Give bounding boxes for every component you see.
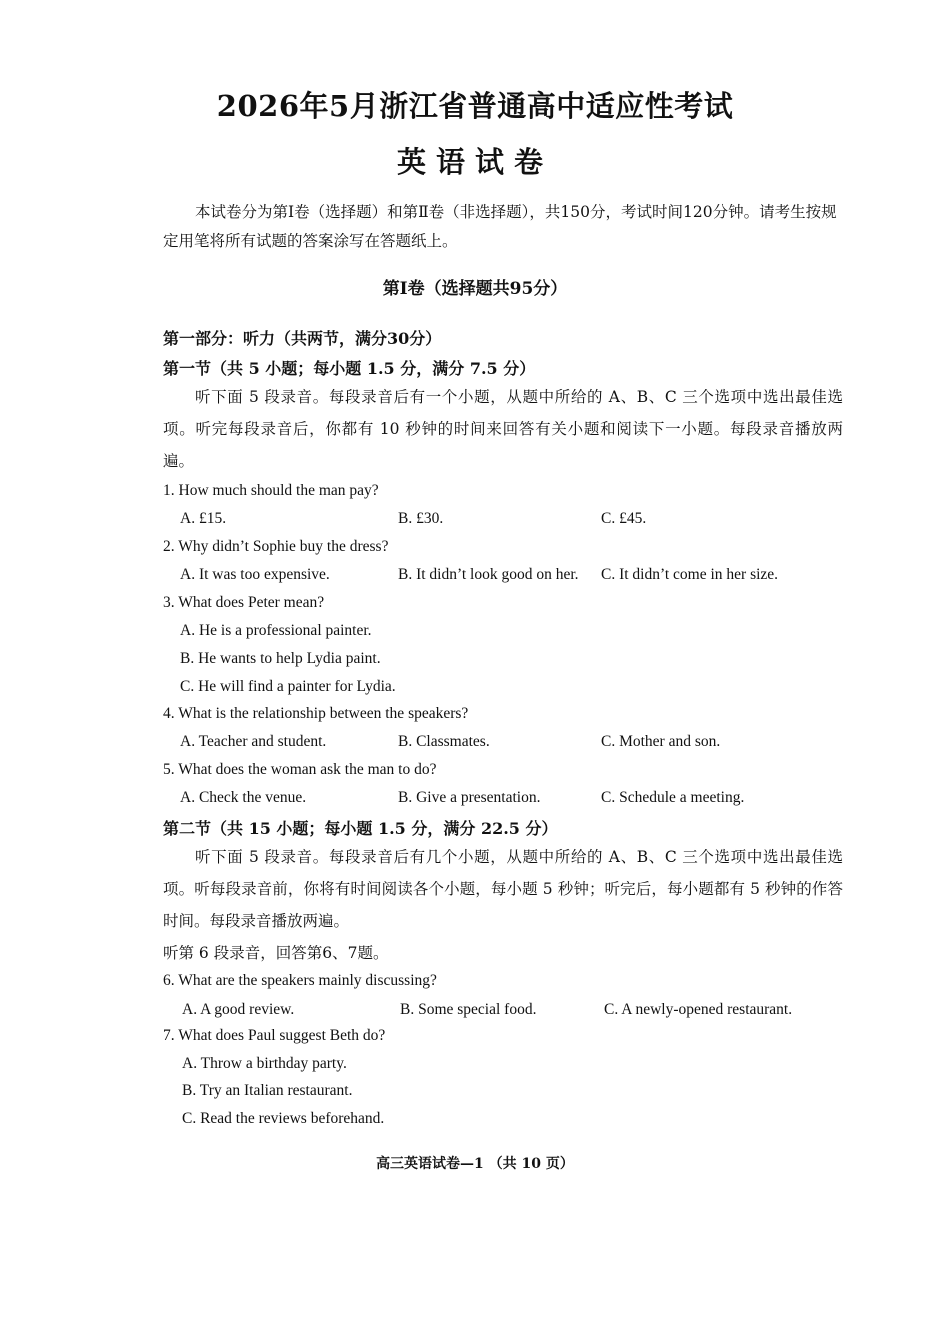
q7-option-b: B. Try an Italian restaurant. [182, 1082, 353, 1099]
question-2: 2. Why didn’t Sophie buy the dress? [163, 538, 389, 555]
question-5: 5. What does the woman ask the man to do? [163, 761, 437, 778]
q2-option-a: A. It was too expensive. [180, 566, 330, 583]
section2-title: 第二节（共 15 小题；每小题 1.5 分，满分 22.5 分） [163, 819, 558, 838]
q6-option-a: A. A good review. [182, 1001, 295, 1018]
question-1: 1. How much should the man pay? [163, 482, 379, 499]
q1-option-c: C. £45. [601, 510, 647, 527]
audio6-note: 听第 6 段录音，回答第6、7题。 [163, 944, 389, 962]
q2-option-b: B. It didn’t look good on her. [398, 566, 579, 583]
question-6: 6. What are the speakers mainly discussing? [163, 972, 437, 989]
q7-option-c: C. Read the reviews beforehand. [182, 1110, 385, 1127]
q5-option-a: A. Check the venue. [180, 789, 307, 806]
q1-option-b: B. £30. [398, 510, 444, 527]
exam-title: 2026年5月浙江省普通高中适应性考试 [216, 89, 734, 123]
q4-option-a: A. Teacher and student. [180, 733, 327, 750]
section1-instructions: 听下面 5 段录音。每段录音后有一个小题，从题中所给的 A、B、C 三个选项中选出最佳选项。听完每段录音后，你都有 10 秒钟的时间来回答有关小题和阅读下一小题。每段录音播放两遍。 [163, 388, 843, 470]
part1-title: 第一部分：听力（共两节，满分30分） [163, 329, 442, 348]
q6-option-c: C. A newly-opened restaurant. [604, 1001, 793, 1018]
q5-option-b: B. Give a presentation. [398, 789, 541, 806]
q3-option-b: B. He wants to help Lydia paint. [180, 650, 381, 667]
question-4: 4. What is the relationship between the speakers? [163, 705, 469, 722]
exam-subtitle: 英语试卷 [396, 145, 553, 179]
q4-option-b: B. Classmates. [398, 733, 490, 750]
q3-option-c: C. He will find a painter for Lydia. [180, 678, 396, 695]
q3-option-a: A. He is a professional painter. [180, 622, 372, 639]
section2-instructions: 听下面 5 段录音。每段录音后有几个小题，从题中所给的 A、B、C 三个选项中选出最佳选项。听每段录音前，你将有时间阅读各个小题，每小题 5 秒钟；听完后，每小题都有 5 秒钟的作答时间。每段录音播放两遍。 [163, 848, 843, 930]
exam-intro: 本试卷分为第Ⅰ卷（选择题）和第Ⅱ卷（非选择题），共150分，考试时间120分钟。请考生按规定用笔将所有试题的答案涂写在答题纸上。 [163, 203, 837, 250]
question-7: 7. What does Paul suggest Beth do? [163, 1027, 386, 1044]
question-3: 3. What does Peter mean? [163, 594, 325, 611]
q5-option-c: C. Schedule a meeting. [601, 789, 745, 806]
section1-title: 第一节（共 5 小题；每小题 1.5 分，满分 7.5 分） [163, 359, 536, 378]
q1-option-a: A. £15. [180, 510, 227, 527]
volume-title: 第Ⅰ卷（选择题共95分） [382, 279, 568, 299]
q2-option-c: C. It didn’t come in her size. [601, 566, 779, 583]
q7-option-a: A. Throw a birthday party. [182, 1055, 347, 1072]
page-footer: 高三英语试卷—1 （共 10 页） [376, 1156, 574, 1172]
q6-option-b: B. Some special food. [400, 1001, 537, 1018]
q4-option-c: C. Mother and son. [601, 733, 721, 750]
